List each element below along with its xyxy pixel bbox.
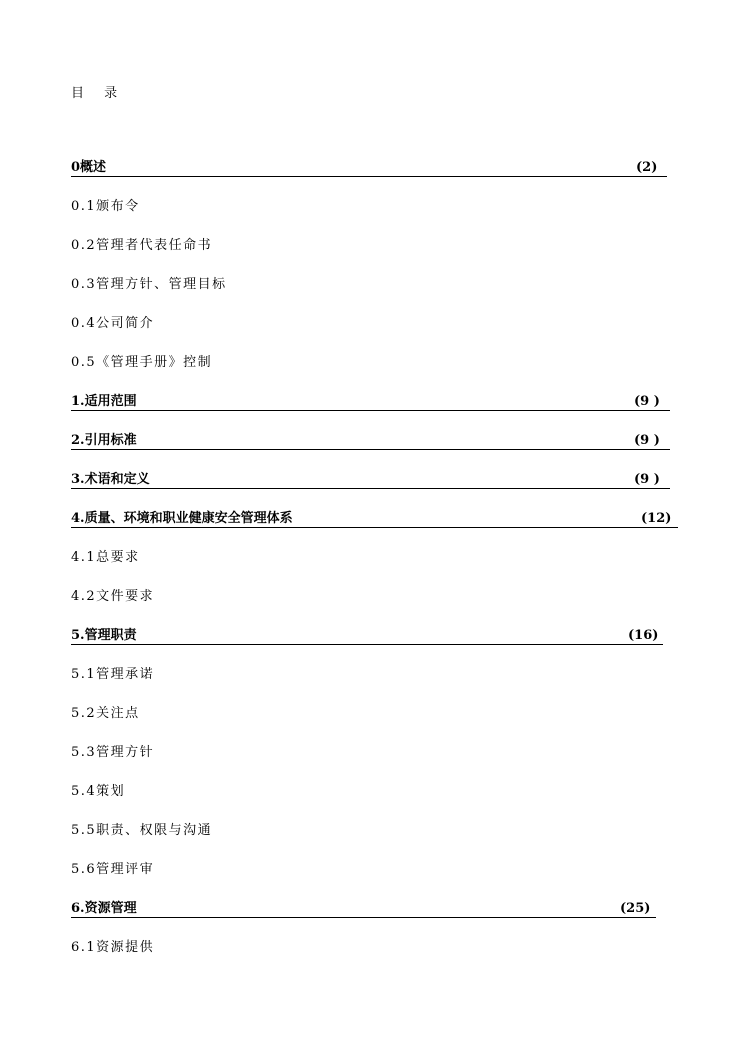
toc-chapter-label: 6.资源管理 bbox=[71, 901, 137, 916]
toc-item-0-2[interactable]: 0.2管理者代表任命书 bbox=[71, 238, 213, 253]
toc-item-0-3[interactable]: 0.3管理方针、管理目标 bbox=[71, 277, 227, 292]
toc-item-5-2[interactable]: 5.2关注点 bbox=[71, 706, 140, 721]
toc-chapter-page: (9 ) bbox=[634, 472, 660, 487]
toc-chapter-page: (9 ) bbox=[634, 394, 660, 409]
toc-chapter-1[interactable] bbox=[71, 394, 670, 411]
toc-item-5-1[interactable]: 5.1管理承诺 bbox=[71, 667, 155, 682]
toc-item-0-5[interactable]: 0.5《管理手册》控制 bbox=[71, 355, 213, 370]
toc-item-6-1[interactable]: 6.1资源提供 bbox=[71, 940, 155, 955]
toc-chapter-page: (25) bbox=[620, 901, 651, 916]
toc-chapter-page: (9 ) bbox=[634, 433, 660, 448]
toc-chapter-label: 5.管理职责 bbox=[71, 628, 137, 643]
toc-chapter-3[interactable] bbox=[71, 472, 670, 489]
toc-item-0-1[interactable]: 0.1颁布令 bbox=[71, 199, 140, 214]
page-title: 目 录 bbox=[71, 86, 126, 101]
toc-chapter-6[interactable] bbox=[71, 901, 656, 918]
toc-chapter-page: (2) bbox=[636, 160, 658, 175]
toc-item-5-6[interactable]: 5.6管理评审 bbox=[71, 862, 155, 877]
toc-chapter-page: (16) bbox=[628, 628, 659, 643]
toc-chapter-label: 0概述 bbox=[71, 160, 107, 175]
toc-item-4-2[interactable]: 4.2文件要求 bbox=[71, 589, 155, 604]
toc-item-4-1[interactable]: 4.1总要求 bbox=[71, 550, 140, 565]
toc-chapter-0[interactable] bbox=[71, 160, 667, 177]
toc-item-5-4[interactable]: 5.4策划 bbox=[71, 784, 126, 799]
toc-chapter-4[interactable] bbox=[71, 511, 678, 528]
toc-chapter-label: 3.术语和定义 bbox=[71, 472, 150, 487]
toc-item-0-4[interactable]: 0.4公司简介 bbox=[71, 316, 155, 331]
toc-item-5-3[interactable]: 5.3管理方针 bbox=[71, 745, 155, 760]
toc-item-5-5[interactable]: 5.5职责、权限与沟通 bbox=[71, 823, 213, 838]
toc-chapter-label: 2.引用标准 bbox=[71, 433, 137, 448]
toc-chapter-5[interactable] bbox=[71, 628, 663, 645]
toc-chapter-label: 1.适用范围 bbox=[71, 394, 137, 409]
toc-chapter-page: (12) bbox=[641, 511, 672, 526]
toc-chapter-label: 4.质量、环境和职业健康安全管理体系 bbox=[71, 511, 293, 526]
toc-chapter-2[interactable] bbox=[71, 433, 670, 450]
